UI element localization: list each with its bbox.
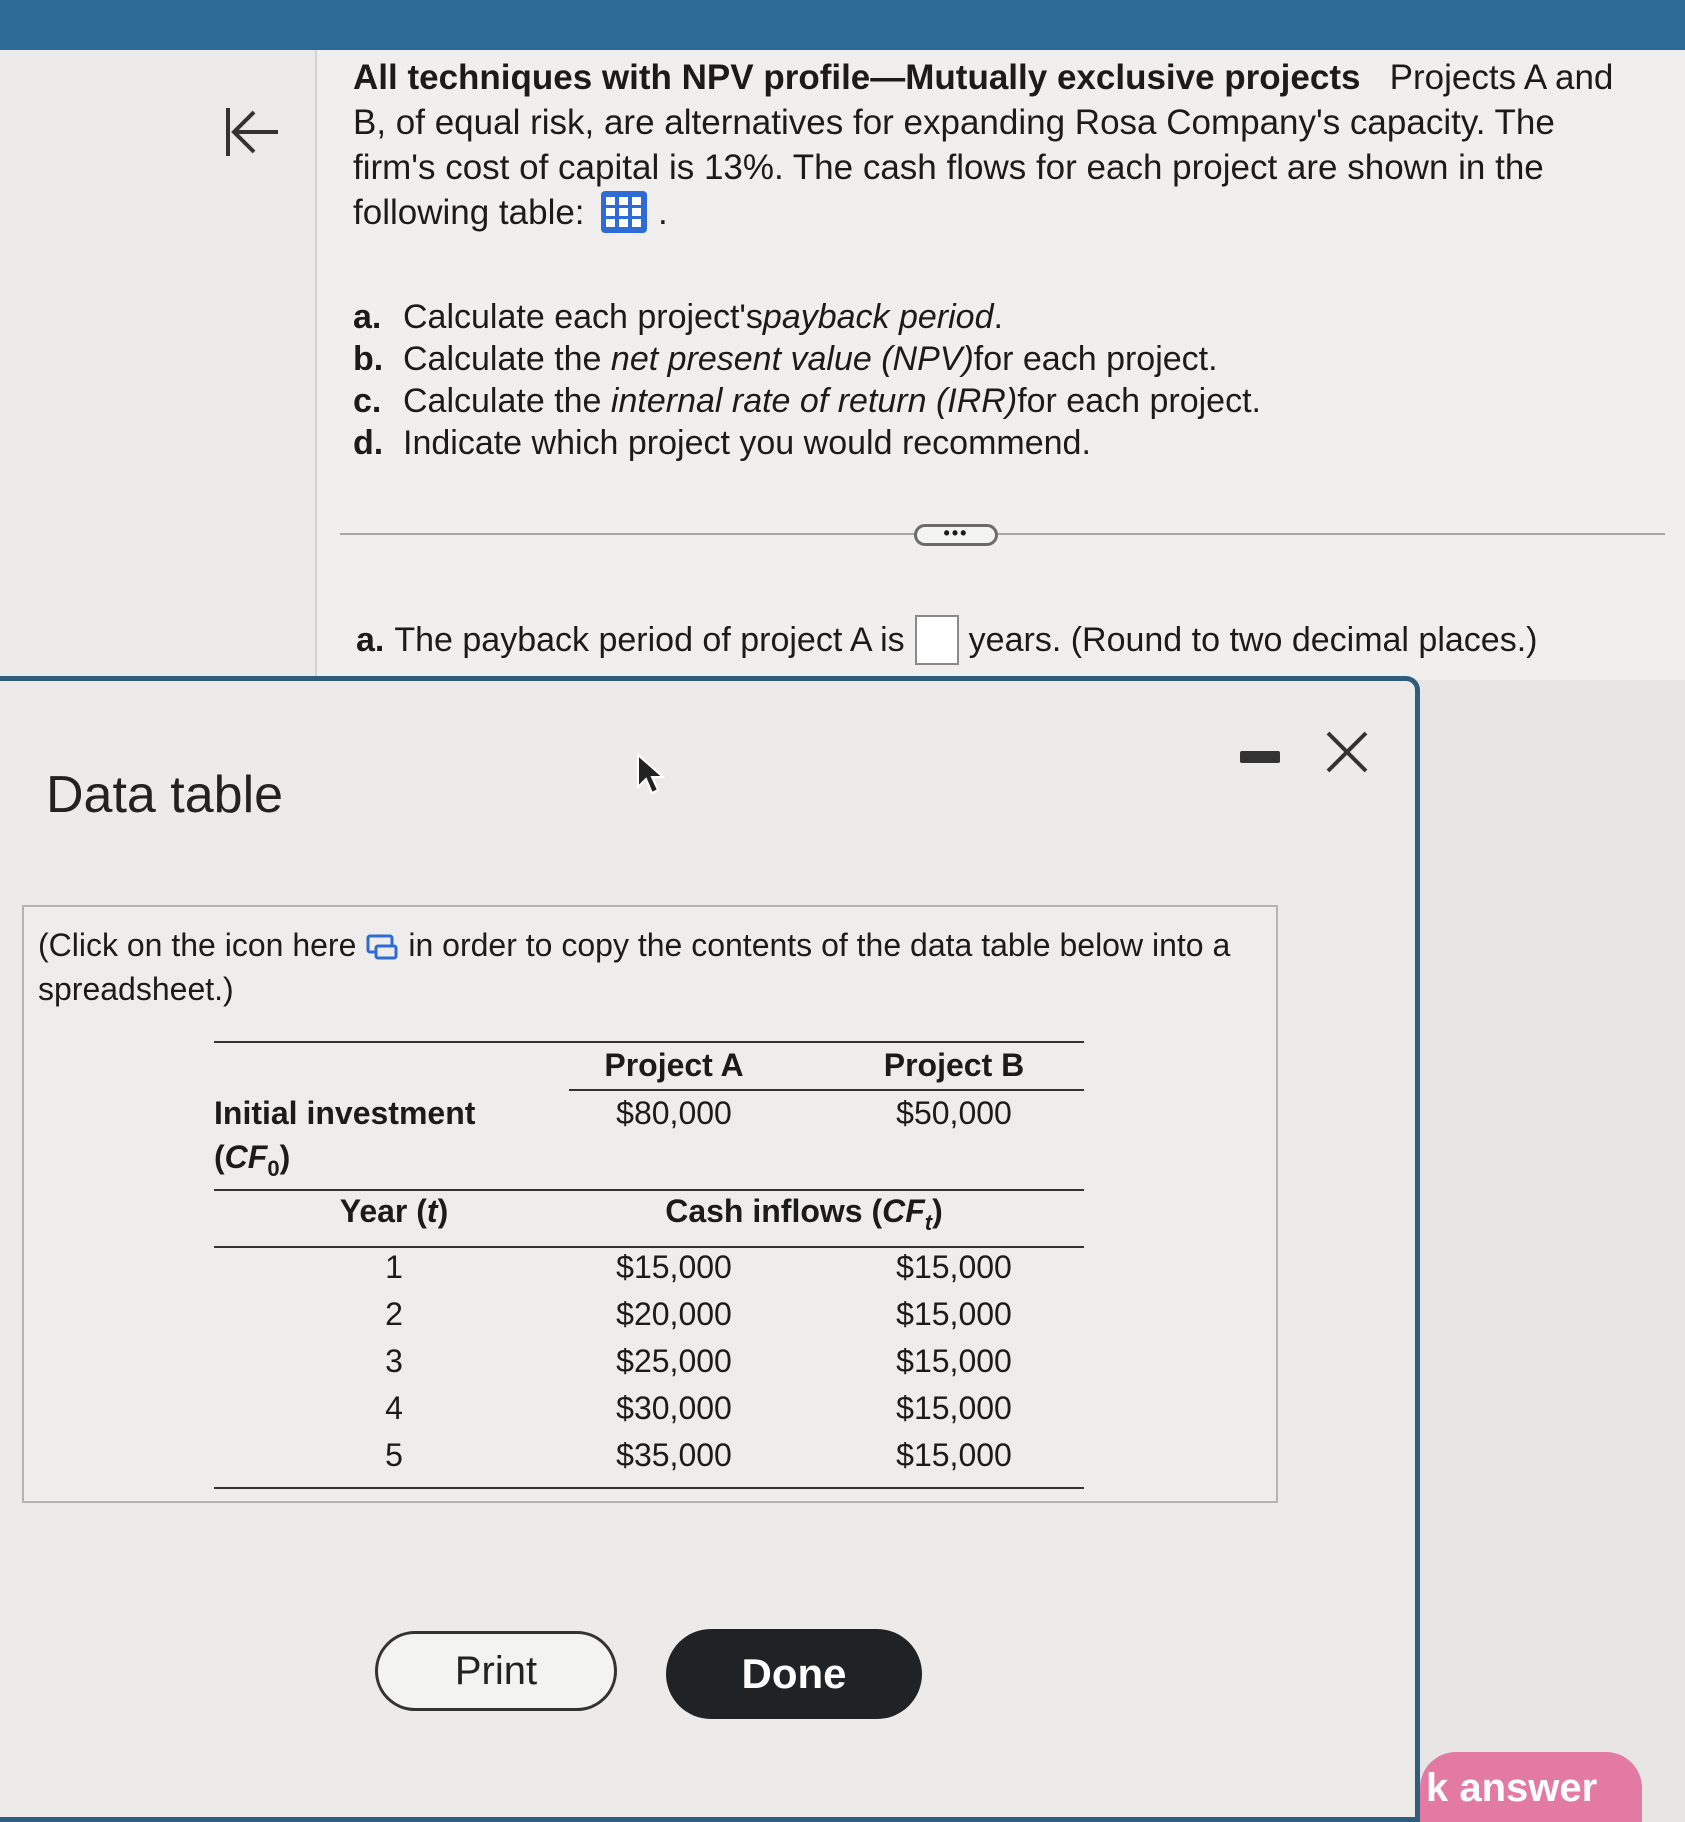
year-cell: 5 (385, 1437, 403, 1473)
cash-b-cell: $15,000 (896, 1343, 1012, 1379)
part-c (353, 380, 1261, 422)
initial-investment-symbol: $(CF_0)$ (214, 1139, 291, 1181)
part-a (353, 296, 1261, 338)
initial-investment-b: $50,000 (896, 1095, 1012, 1131)
year-cell: 4 (385, 1390, 403, 1426)
part-b (353, 338, 1261, 380)
part-letter: d. (353, 424, 384, 462)
part-emphasis: net present value (NPV) (610, 340, 974, 378)
year-cell: 2 (385, 1296, 403, 1332)
question-parts (353, 296, 1261, 464)
part-letter: b. (353, 340, 384, 378)
section-divider (340, 533, 1665, 535)
year-cell: 1 (385, 1249, 403, 1285)
mouse-pointer-icon (636, 753, 666, 797)
answer-row-a (356, 615, 1537, 665)
table-rule (214, 1189, 1084, 1191)
question-title: All techniques with NPV profile—Mutually exclusive projects (353, 58, 1361, 97)
header-project-a: Project A (604, 1047, 744, 1083)
copy-note-end: in order to copy the contents of the data table below into a spreadsheet.) (38, 927, 1231, 1007)
cash-b-cell: $15,000 (896, 1249, 1012, 1285)
table-rule (569, 1089, 1084, 1091)
cash-a-cell: $30,000 (616, 1390, 732, 1426)
answer-suffix: years. (Round to two decimal places.) (968, 621, 1538, 659)
part-text: Calculate the (403, 382, 602, 420)
cf-symbol: CF (882, 1193, 925, 1229)
first-page-icon (220, 100, 284, 164)
cash-a-cell: $20,000 (616, 1296, 732, 1332)
table-rule (214, 1041, 1084, 1043)
initial-investment-label: Initial investment (214, 1095, 476, 1131)
part-d (353, 422, 1261, 464)
cash-b-cell: $15,000 (896, 1437, 1012, 1473)
part-text-end: for each project. (1017, 382, 1261, 420)
minimize-button[interactable] (1240, 751, 1280, 763)
cash-a-cell: $25,000 (616, 1343, 732, 1379)
dialog-title: Data table (46, 766, 284, 824)
done-button[interactable]: Done (666, 1629, 922, 1719)
copy-instructions (38, 923, 1238, 1011)
cf-symbol: CF (224, 1139, 268, 1175)
part-text: Calculate the (403, 340, 602, 378)
check-answer-button[interactable]: k answer (1420, 1752, 1642, 1822)
cash-inflows-header: Cash inflows $(CF_t)$ (665, 1193, 943, 1235)
part-text: Indicate which project you would recommend. (403, 424, 1091, 462)
part-text: Calculate each project's (403, 298, 763, 336)
part-text-end: for each project. (973, 340, 1218, 378)
answer-letter: a. (356, 621, 385, 659)
cash-a-cell: $35,000 (616, 1437, 732, 1473)
copy-note-start: (Click on the icon here (38, 927, 357, 963)
back-to-start-button[interactable] (220, 100, 284, 164)
question-body: Projects A and B, of equal risk, are alternatives for expanding Rosa Company's capacity. The firm's cost of capital is 13%. The cash flows for each project are shown in the following table: (353, 58, 1614, 232)
top-bar (0, 0, 1685, 50)
cf-subscript: 0 (267, 1156, 280, 1181)
data-table-icon[interactable] (600, 190, 648, 234)
question-text (353, 55, 1643, 235)
year-variable: t (426, 1193, 438, 1229)
part-emphasis: internal rate of return (IRR) (610, 382, 1018, 420)
expand-more-button[interactable]: ••• (914, 524, 998, 546)
background-right-strip (1420, 680, 1685, 1822)
table-rule (214, 1246, 1084, 1248)
answer-prompt: The payback period of project A is (394, 621, 905, 659)
header-project-b: Project B (883, 1047, 1025, 1083)
data-table-panel (22, 905, 1278, 1503)
cf-subscript: t (924, 1210, 933, 1235)
part-letter: a. (353, 298, 382, 336)
part-text-end: . (993, 298, 1003, 336)
part-letter: c. (353, 382, 382, 420)
cash-inflows-label: Cash inflows ( (665, 1193, 883, 1229)
table-rule (214, 1487, 1084, 1489)
cash-b-cell: $15,000 (896, 1296, 1012, 1332)
part-emphasis: payback period (762, 298, 994, 336)
initial-investment-a: $80,000 (616, 1095, 732, 1131)
data-table-dialog (0, 676, 1420, 1822)
year-cell: 3 (385, 1343, 403, 1379)
cash-b-cell: $15,000 (896, 1390, 1012, 1426)
print-button[interactable]: Print (375, 1631, 617, 1711)
close-icon[interactable] (1320, 725, 1374, 779)
payback-a-input[interactable] (915, 615, 959, 665)
year-header: Year (t) (339, 1193, 449, 1229)
cash-a-cell: $15,000 (616, 1249, 732, 1285)
question-trailing-period: . (658, 193, 668, 232)
copy-to-spreadsheet-icon[interactable] (366, 927, 398, 955)
year-header-label: Year ( (339, 1193, 427, 1229)
